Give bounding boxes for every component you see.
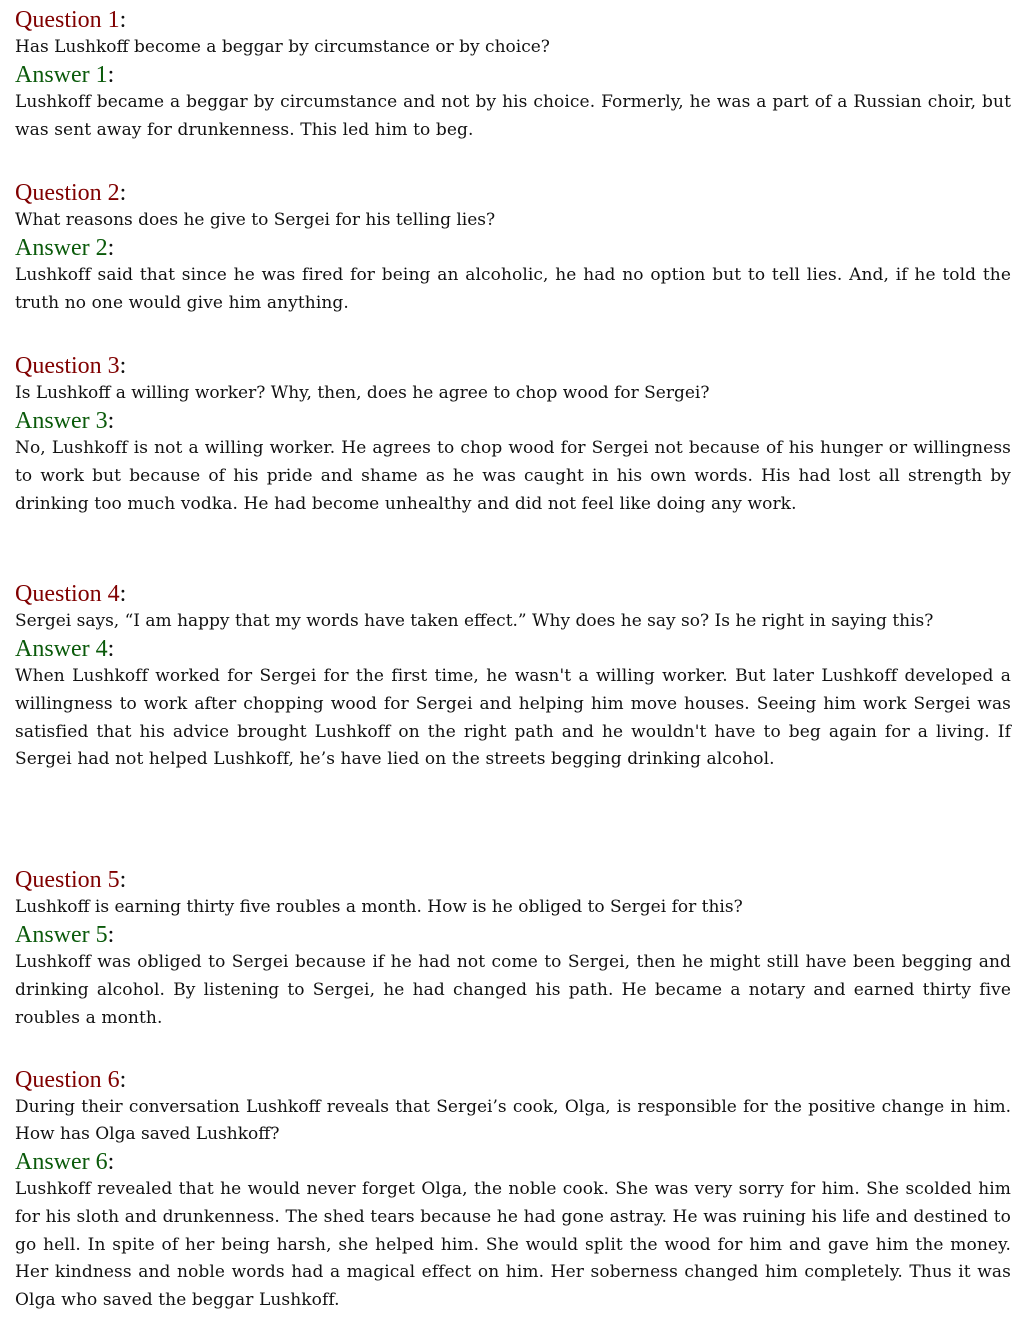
answer-text: Lushkoff became a beggar by circumstance and not by his choice. Formerly, he was a part of a Russian choir, but was sent away for drunkenness. This led him to beg. [15, 92, 1011, 140]
question-text: Is Lushkoff a willing worker? Why, then, does he agree to chop wood for Sergei? [15, 383, 710, 403]
answer-heading: Answer 3: [15, 408, 115, 434]
qa-item-1 [15, 6, 1011, 145]
question-heading: Question 6: [15, 1067, 127, 1093]
qa-item-2 [15, 179, 1011, 318]
question-text: During their conversation Lushkoff reveals that Sergei’s cook, Olga, is responsible for the positive change in him. How has Olga saved Lushkoff? [15, 1097, 1011, 1144]
answer-text: When Lushkoff worked for Sergei for the first time, he wasn't a willing worker. But later Lushkoff developed a willingness to work after chopping wood for Sergei and helping him move houses. Seeing him work Sergei was satisfied that his advice brought Lushkoff on the right path and he wouldn't have to beg again for a living. If Sergei had not helped Lushkoff, he’s have lied on the streets begging drinking alcohol. [15, 666, 1011, 770]
answer-heading: Answer 6: [15, 1149, 115, 1175]
question-heading: Question 3: [15, 353, 127, 379]
question-heading: Question 4: [15, 581, 127, 607]
answer-text: Lushkoff revealed that he would never forget Olga, the noble cook. She was very sorry for him. She scolded him for his sloth and drunkenness. The shed tears because he had gone astray. He was ruining his life and destined to go hell. In spite of her being harsh, she helped him. She would split the wood for him and gave him the money. Her kindness and noble words had a magical effect on him. Her soberness changed him completely. Thus it was Olga who saved the beggar Lushkoff. [15, 1179, 1011, 1311]
answer-heading: Answer 5: [15, 922, 115, 948]
qa-item-3 [15, 352, 1011, 518]
answer-heading: Answer 1: [15, 62, 115, 88]
answer-heading: Answer 4: [15, 636, 115, 662]
qa-item-5 [15, 866, 1011, 1032]
qa-item-6 [15, 1066, 1011, 1315]
answer-text: Lushkoff said that since he was fired for being an alcoholic, he had no option but to tell lies. And, if he told the truth no one would give him anything. [15, 265, 1011, 313]
question-heading: Question 5: [15, 867, 127, 893]
question-text: What reasons does he give to Sergei for his telling lies? [15, 210, 496, 230]
answer-text: No, Lushkoff is not a willing worker. He agrees to chop wood for Sergei not because of his hunger or willingness to work but because of his pride and shame as he was caught in his own words. His had lost all strength by drinking too much vodka. He had become unhealthy and did not feel like doing any work. [15, 438, 1011, 514]
question-text: Sergei says, “I am happy that my words have taken effect.” Why does he say so? Is he right in saying this? [15, 611, 934, 631]
answer-heading: Answer 2: [15, 235, 115, 261]
question-text: Lushkoff is earning thirty five roubles a month. How is he obliged to Sergei for this? [15, 897, 743, 917]
question-text: Has Lushkoff become a beggar by circumstance or by choice? [15, 37, 550, 57]
question-heading: Question 1: [15, 7, 127, 33]
qa-item-4 [15, 580, 1011, 774]
question-heading: Question 2: [15, 180, 127, 206]
answer-text: Lushkoff was obliged to Sergei because if he had not come to Sergei, then he might still have been begging and drinking alcohol. By listening to Sergei, he had changed his path. He became a notary and earned thirty five roubles a month. [15, 952, 1011, 1028]
